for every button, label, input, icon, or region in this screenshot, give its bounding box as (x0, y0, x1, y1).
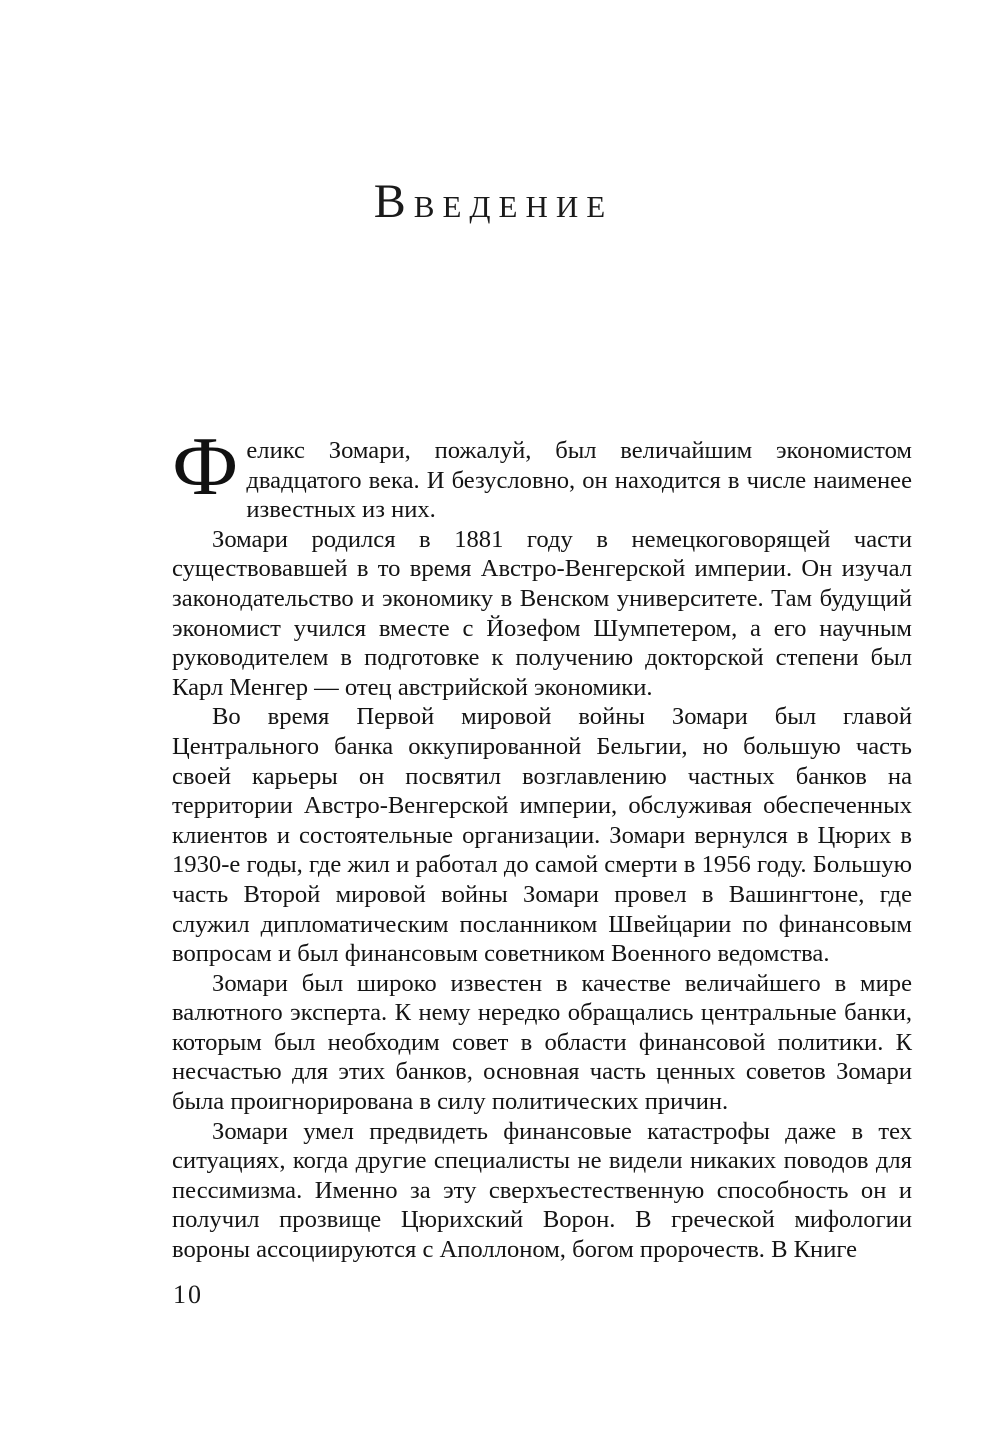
paragraph: Зомари умел предвидеть финансовые катастрофы даже в тех ситуациях, когда другие специалисты не видели никаких поводов для пессимизма. Именно за эту сверхъестественную способность он и получил прозвище Цюрихский Ворон. В греческой мифологии вороны ассоциируются с Аполлоном, богом пророчеств. В Книге (172, 1117, 912, 1264)
chapter-title (0, 175, 987, 228)
drop-cap: Ф (172, 420, 239, 513)
body-text (172, 420, 912, 1265)
chapter-title-initial: В (373, 175, 414, 228)
paragraph: Феликс Зомари, пожалуй, был величайшим экономистом двадцатого века. И безусловно, он находится в числе наименее известных из них. (172, 420, 912, 524)
paragraph: Во время Первой мировой войны Зомари был главой Центрального банка оккупированной Бельгии, но большую часть своей карьеры он посвятил возглавлению частных банков на территории Австро-Венгерской империи, обслуживая обеспеченных клиентов и состоятельные организации. Зомари вернулся в Цюрих в 1930-е годы, где жил и работал до самой смерти в 1956 году. Большую часть Второй мировой войны Зомари провел в Вашингтоне, где служил дипломатическим посланником Швейцарии по финансовым вопросам и был финансовым советником Военного ведомства. (172, 703, 912, 968)
paragraph: Зомари был широко известен в качестве величайшего в мире валютного эксперта. К нему нередко обращались центральные банки, которым был необходим совет в области финансовой политики. К несчастью для этих банков, основная часть ценных советов Зомари была проигнорирована в силу политических причин. (172, 969, 912, 1116)
chapter-title-rest: ВЕДЕНИЕ (413, 189, 614, 224)
page-number: 10 (173, 1280, 203, 1309)
paragraph: Зомари родился в 1881 году в немецкоговорящей части существовавшей в то время Австро-Венгерской империи. Он изучал законодательство и экономику в Венском университете. Там будущий экономист учился вместе с Йозефом Шумпетером, а его научным руководителем в подготовке к получению докторской степени был Карл Менгер — отец австрийской экономики. (172, 525, 912, 701)
